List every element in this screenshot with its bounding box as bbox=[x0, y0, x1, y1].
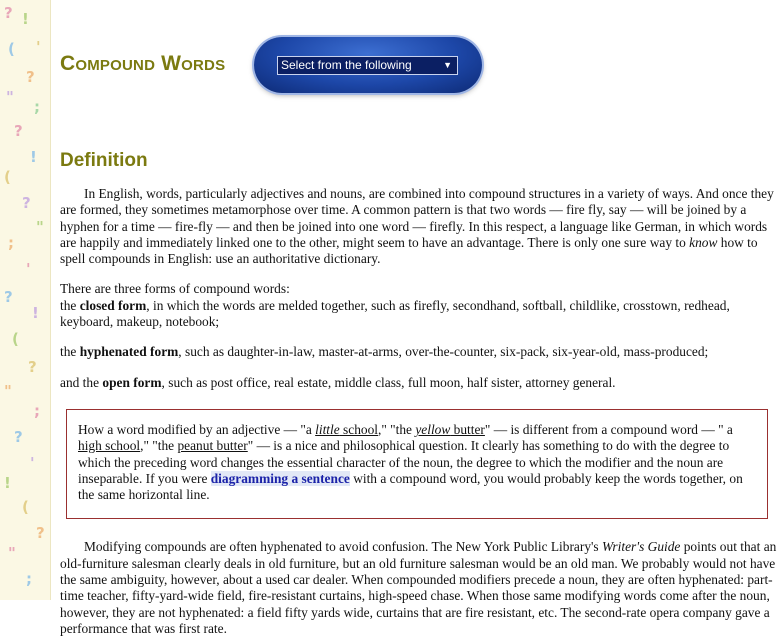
section-heading-definition: Definition bbox=[60, 150, 148, 171]
intro-paragraph: In English, words, particularly adjectives and nouns, are combined into compound structures in a variety of ways. And once they are formed, they sometimes metamorphose over time. A common pattern is that two words — fire fly, say — will be joined by a hyphen for a time — fire-fly — and then be joined into one word — firefly. In this respect, a language like German, in which words are happily and immediately linked one to the other, might seem to have an advantage. There is only one sure way to know how to spell compounds in English: use an authoritative dictionary. bbox=[60, 186, 774, 267]
decorative-border: ? ! ' ( ? " ; ? ! ( ? " ; ' ? ! ( ? " ; ? ' ! ( ? " ; bbox=[0, 0, 51, 600]
page-title: Compound Words bbox=[60, 52, 226, 75]
navigation-panel bbox=[254, 37, 482, 93]
diagramming-sentence-link[interactable]: diagramming a sentence bbox=[210, 470, 350, 486]
hyphenated-form-item: the hyphenated form, such as daughter-in-law, master-at-arms, over-the-counter, six-pack, six-year-old, mass-produced; bbox=[60, 344, 709, 360]
navigation-select-label: Select from the following bbox=[281, 58, 412, 72]
note-box: How a word modified by an adjective — "a little school," "the yellow butter" — is different from a compound word — " a high school," "the peanut butter" — is a nice and philosophical question. It clearly has something to do with the degree to which the preceding word changes the essential character of the noun, the degree to which the modifier and the noun are inseparable. If you were diagramming a sentence with a compound word, you would probably keep the words together, on the same horizontal line. bbox=[66, 409, 768, 519]
navigation-select[interactable] bbox=[277, 56, 458, 75]
main-content bbox=[60, 186, 778, 637]
dropdown-arrow-icon: ▼ bbox=[443, 60, 452, 70]
hyphenation-paragraph: Modifying compounds are often hyphenated to avoid confusion. The New York Public Library's Writer's Guide points out that an old-furniture salesman clearly deals in old furniture, but an old furniture salesman would be an old man. We probably would not have the same ambiguity, however, about a used car dealer. When compounded modifiers precede a noun, they are often hyphenated: part-time teacher, fifty-yard-wide field, fire-resistant curtains, high-speed chase. When those same modifying words come after the noun, however, they are not hyphenated: a field fifty yards wide, curtains that are fire resistant, etc. The second-rate opera company gave a performance that was first rate. bbox=[60, 539, 777, 636]
forms-intro: There are three forms of compound words: bbox=[60, 281, 290, 297]
open-form-item: and the open form, such as post office, real estate, middle class, full moon, half sister, attorney general. bbox=[60, 374, 616, 390]
closed-form-item: the closed form, in which the words are melded together, such as firefly, secondhand, softball, childlike, crosstown, redhead, keyboard, makeup, notebook; bbox=[60, 297, 730, 330]
